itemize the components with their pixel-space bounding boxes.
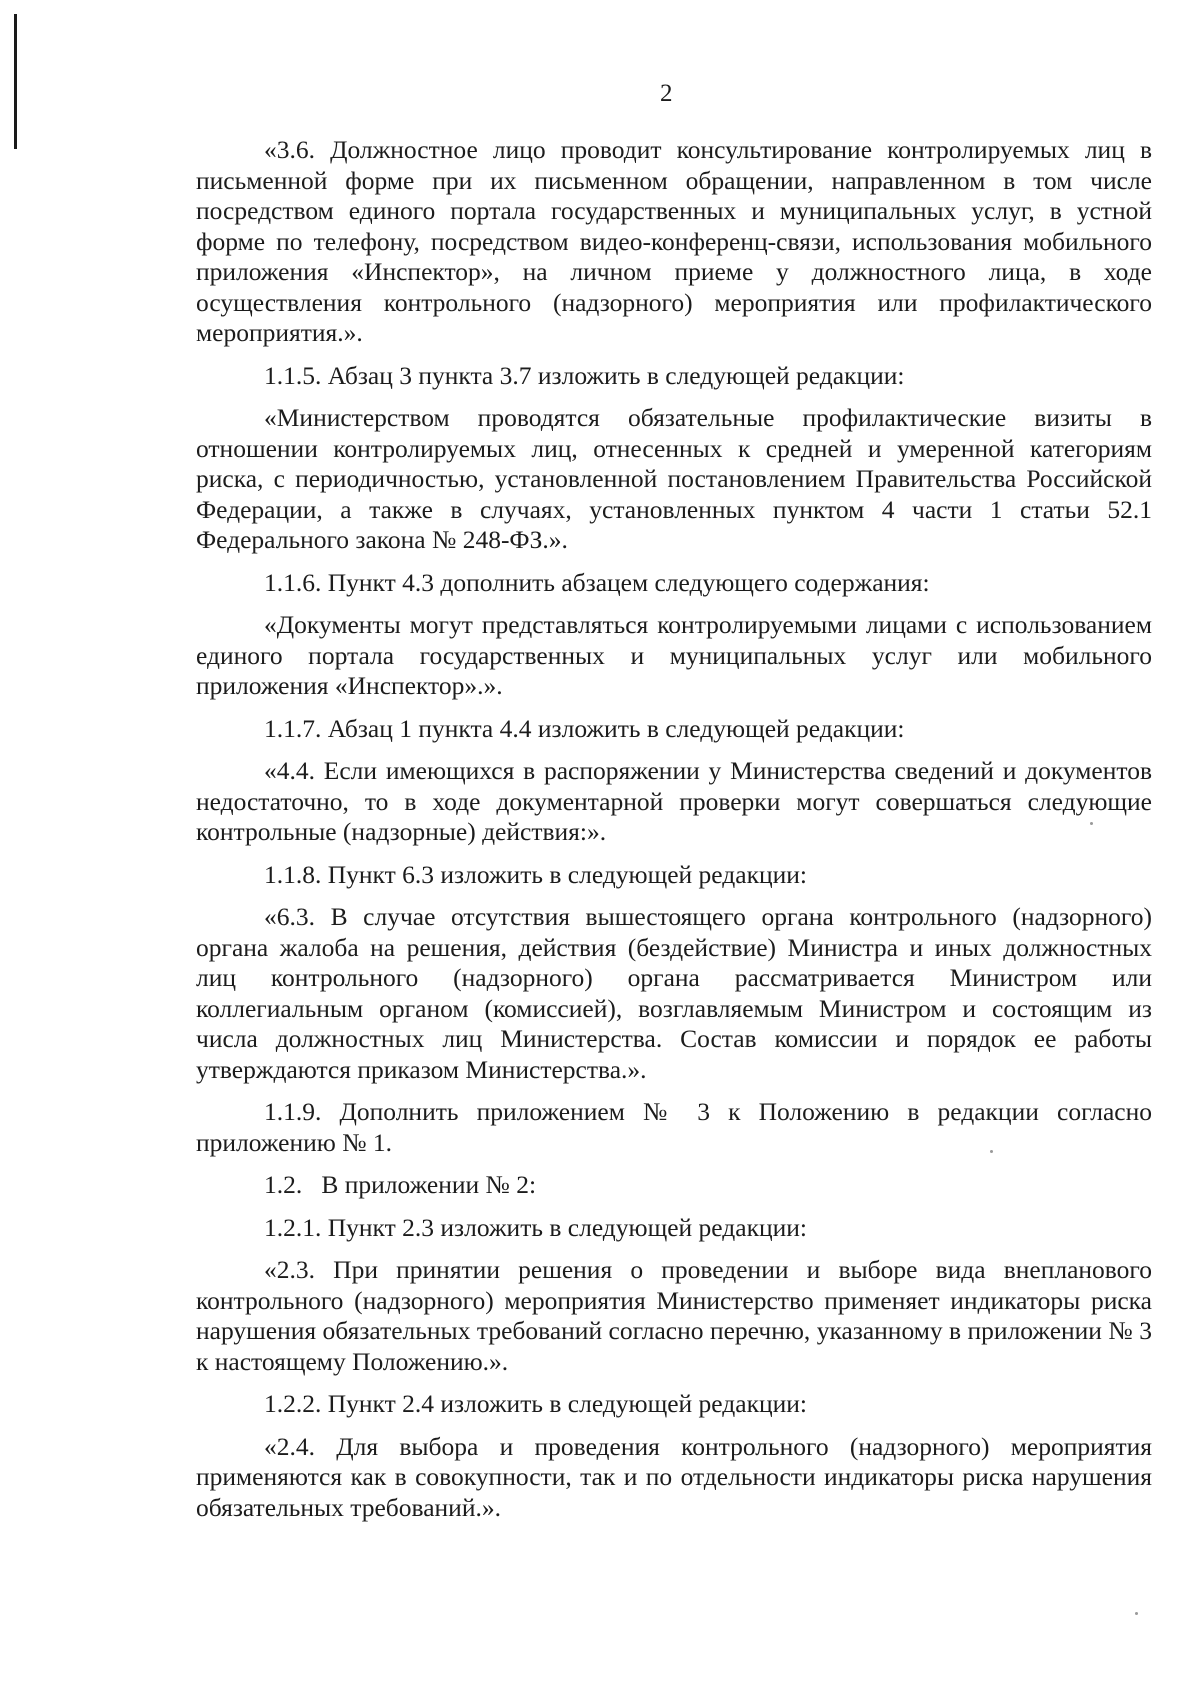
paragraph-item-1-2-2: 1.2.2. Пункт 2.4 изложить в следующей редакции: — [264, 1389, 807, 1418]
scan-edge-line — [14, 14, 17, 149]
paragraph-item-1-1-9: 1.1.9. Дополнить приложением № 3 к Положению в редакции согласно приложению № 1. — [196, 1097, 1152, 1157]
paragraph-quote-6-3: «6.3. В случае отсутствия вышестоящего органа контрольного (надзорного) органа жалоба на решения, действия (бездействие) Министра и иных должностных лиц контрольного (надзорного) органа рассматривается Министром или коллегиальным органом (комиссией), возглавляемым Министром и состоящим из числа должностных лиц Министерства. Состав комиссии и порядок ее работы утверждаются приказом Министерства.». — [196, 902, 1152, 1084]
paragraph-item-1-1-5: 1.1.5. Абзац 3 пункта 3.7 изложить в следующей редакции: — [264, 360, 905, 390]
paragraph-item-1-2: 1.2. В приложении № 2: — [264, 1170, 537, 1199]
paragraph-item-1-1-7: 1.1.7. Абзац 1 пункта 4.4 изложить в следующей редакции: — [264, 713, 905, 743]
scan-speck — [1090, 822, 1093, 825]
scan-speck — [990, 1150, 993, 1153]
page-number: 2 — [660, 80, 673, 107]
paragraph-quote-4-3: «Документы могут представляться контролируемыми лицами с использованием единого портала государственных и муниципальных услуг или мобильного приложения «Инспектор».». — [196, 610, 1152, 700]
paragraph-quote-2-4: «2.4. Для выбора и проведения контрольного (надзорного) мероприятия применяются как в совокупности, так и по отдельности индикаторы риска нарушения обязательных требований.». — [196, 1431, 1152, 1522]
paragraph-quote-3-7: «Министерством проводятся обязательные профилактические визиты в отношении контролируемых лиц, отнесенных к средней и умеренной категориям риска, с периодичностью, установленной постановлением Правительства Российской Федерации, а также в случаях, установленных пунктом 4 части 1 статьи 52.1 Федерального закона № 248-ФЗ.». — [196, 403, 1152, 554]
paragraph-quote-2-3: «2.3. При принятии решения о проведении и выборе вида внепланового контрольного (надзорного) мероприятия Министерство применяет индикаторы риска нарушения обязательных требований согласно перечню, указанному в приложении № 3 к настоящему Положению.». — [196, 1255, 1152, 1376]
paragraph-quote-4-4: «4.4. Если имеющихся в распоряжении у Министерства сведений и документов недостаточно, то в ходе документарной проверки могут совершаться следующие контрольные (надзорные) действия:». — [196, 756, 1152, 846]
scan-speck — [1135, 1612, 1138, 1615]
document-body — [196, 135, 1152, 1535]
paragraph-quote-3-6: «3.6. Должностное лицо проводит консультирование контролируемых лиц в письменной форме при их письменном обращении, направленном в том числе посредством единого портала государственных и муниципальных услуг, в устной форме по телефону, посредством видео-конференц-связи, использования мобильного приложения «Инспектор», на личном приеме у должностного лица, в ходе осуществления контрольного (надзорного) мероприятия или профилактического мероприятия.». — [196, 135, 1152, 347]
paragraph-item-1-1-8: 1.1.8. Пункт 6.3 изложить в следующей редакции: — [264, 859, 807, 889]
paragraph-item-1-2-1: 1.2.1. Пункт 2.3 изложить в следующей редакции: — [264, 1212, 807, 1242]
paragraph-item-1-1-6: 1.1.6. Пункт 4.3 дополнить абзацем следующего содержания: — [264, 567, 930, 597]
